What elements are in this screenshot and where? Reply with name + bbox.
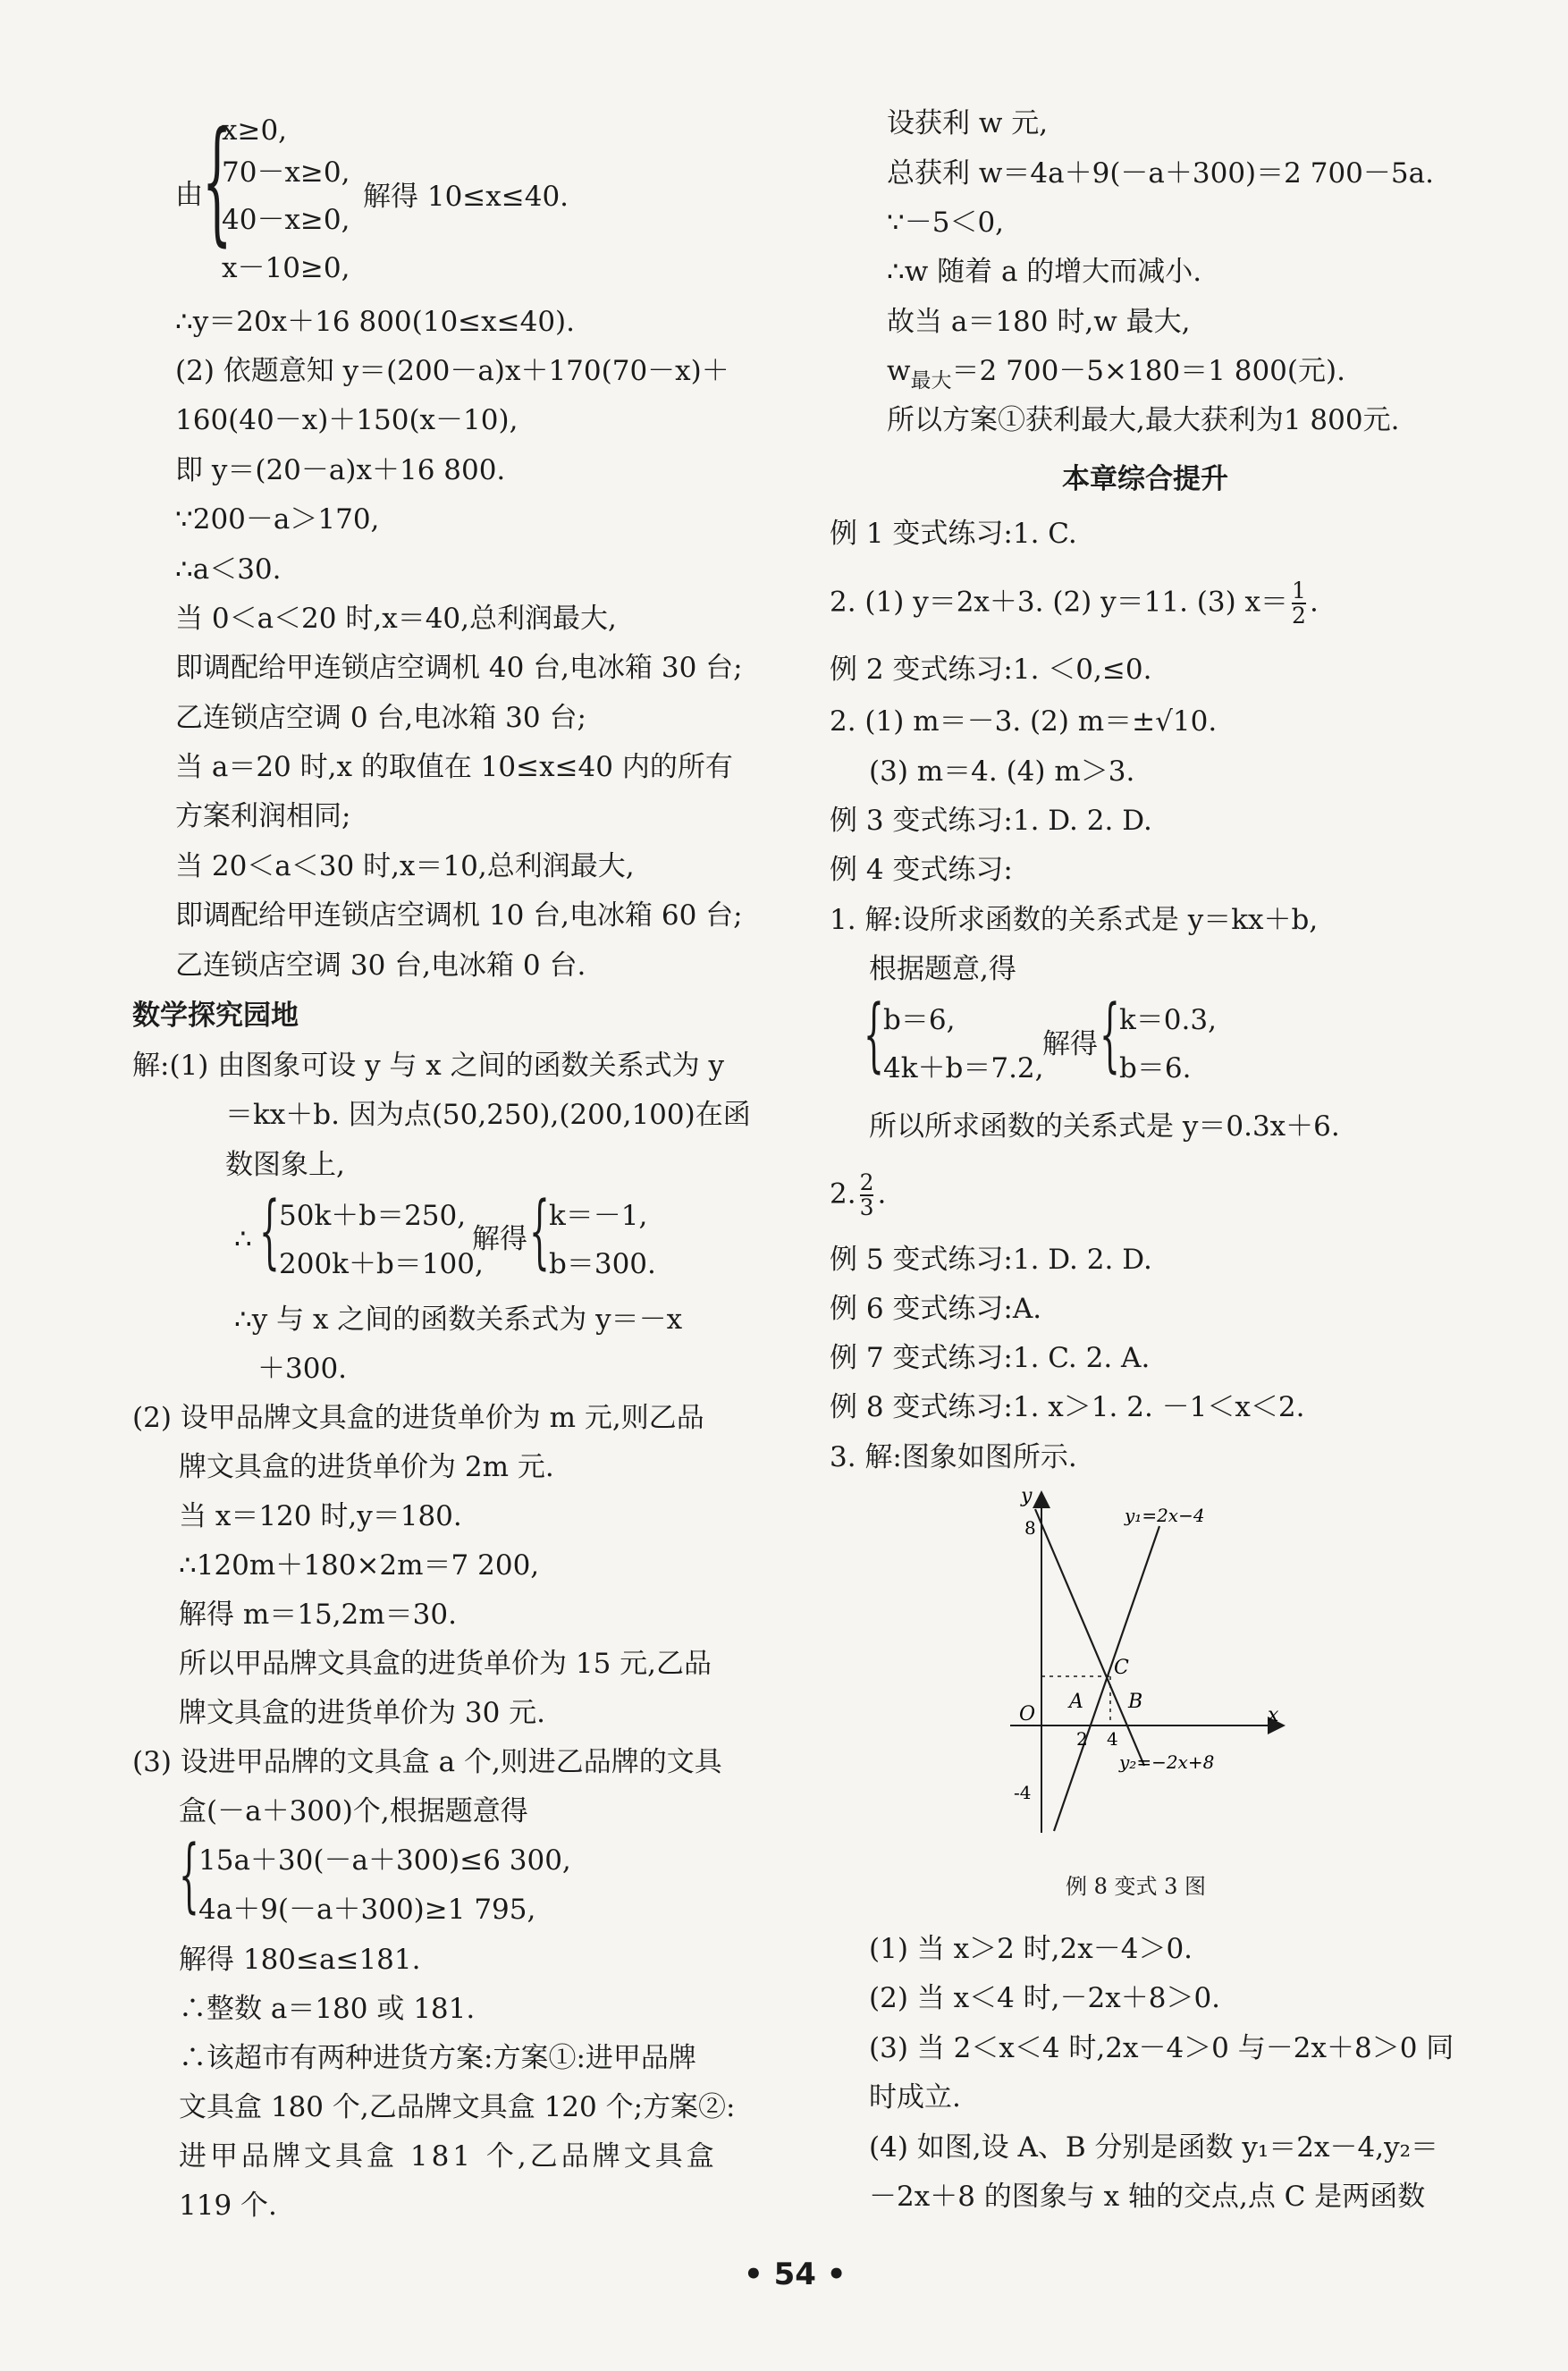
numerator: 2 — [859, 1169, 874, 1195]
fraction — [1292, 579, 1306, 628]
function-graph — [983, 1484, 1341, 1842]
denominator: 3 — [859, 1194, 874, 1220]
answer-line: 例 7 变式练习:1. C. 2. A. — [830, 1342, 1151, 1374]
text-line: (4) 如图,设 A、B 分别是函数 y₁＝2x－4,y₂＝ — [869, 2131, 1439, 2164]
text-line: (3) 当 2＜x＜4 时,2x－4＞0 与－2x＋8＞0 同 — [869, 2032, 1454, 2064]
point-label-a: A — [1069, 1691, 1083, 1713]
text-line: 数图象上, — [225, 1149, 345, 1181]
text-line: 故当 a＝180 时,w 最大, — [887, 306, 1191, 338]
text-line: (1) 当 x＞2 时,2x－4＞0. — [869, 1933, 1193, 1965]
fraction — [860, 1171, 874, 1219]
point-label-c: C — [1114, 1657, 1129, 1679]
system-solution: 解得 10≤x≤40. — [363, 181, 569, 213]
answer-text: 2. — [830, 1177, 856, 1211]
text-line: ∴整数 a＝180 或 181. — [179, 1993, 476, 2025]
text-line: 即 y＝(20－a)x＋16 800. — [175, 454, 506, 486]
system-solve-label: 解得 — [1042, 1028, 1098, 1060]
system-prefix: 由 — [175, 179, 203, 211]
equation-line: 4k＋b＝7.2, — [883, 1052, 1044, 1084]
equation-line: 15a＋30(－a＋300)≤6 300, — [198, 1844, 571, 1877]
answer-line — [830, 579, 1319, 628]
wmax-value: ＝2 700－5×180＝1 800(元). — [951, 355, 1345, 387]
text-line: 所以方案①获利最大,最大获利为1 800元. — [887, 404, 1400, 436]
left-brace-icon: { — [202, 104, 232, 259]
left-brace-icon: { — [1100, 988, 1120, 1082]
answer-line: 所以所求函数的关系式是 y＝0.3x＋6. — [869, 1110, 1340, 1143]
answer-line — [830, 1171, 886, 1219]
equation-line: b＝300. — [549, 1248, 656, 1280]
text-line: 当 a＝20 时,x 的取值在 10≤x≤40 内的所有 — [175, 751, 733, 783]
wmax-line — [887, 353, 1345, 392]
x-axis-label: x — [1268, 1704, 1279, 1726]
origin-label: O — [1019, 1703, 1036, 1726]
text-line: 文具盒 180 个,乙品牌文具盒 120 个;方案②: — [179, 2091, 736, 2123]
answer-line: 例 3 变式练习:1. D. 2. D. — [830, 805, 1152, 837]
text-line: 乙连锁店空调 30 台,电冰箱 0 台. — [175, 949, 586, 982]
left-brace-icon: { — [179, 1828, 199, 1922]
numerator: 1 — [1292, 578, 1306, 603]
text-line: 即调配给甲连锁店空调机 40 台,电冰箱 30 台; — [175, 652, 743, 684]
equation-line: 70－x≥0, — [222, 156, 350, 189]
text-line: 牌文具盒的进货单价为 2m 元. — [179, 1451, 554, 1483]
equation-line: b＝6. — [1119, 1052, 1192, 1084]
text-line: 当 x＝120 时,y＝180. — [179, 1500, 462, 1532]
text-line: ∴y＝20x＋16 800(10≤x≤40). — [175, 306, 576, 338]
equation-line: x≥0, — [222, 114, 288, 147]
point-label-b: B — [1128, 1691, 1143, 1713]
therefore-symbol: ∴ — [234, 1223, 252, 1255]
text-line: 盒(－a＋300)个,根据题意得 — [179, 1795, 528, 1827]
text-line: (2) 设甲品牌文具盒的进货单价为 m 元,则乙品 — [132, 1402, 704, 1434]
graph-caption: 例 8 变式 3 图 — [1066, 1874, 1207, 1899]
line-y2-label: y₂=−2x+8 — [1119, 1751, 1215, 1773]
equation-line: b＝6, — [883, 1004, 956, 1036]
equation-line: 40－x≥0, — [222, 204, 350, 236]
text-line: 当 20＜a＜30 时,x＝10,总利润最大, — [175, 850, 635, 882]
wmax-subscript: 最大 — [910, 369, 952, 392]
answer-line: (3) m＝4. (4) m＞3. — [869, 755, 1135, 788]
left-brace-icon: { — [259, 1185, 280, 1278]
section-title: 数学探究园地 — [132, 1000, 299, 1032]
answer-line: 1. 解:设所求函数的关系式是 y＝kx＋b, — [830, 904, 1319, 936]
left-brace-icon: { — [529, 1185, 550, 1278]
text-line: ∴该超市有两种进货方案:方案①:进甲品牌 — [179, 2042, 696, 2074]
tick-label-neg4: -4 — [1014, 1782, 1032, 1803]
text-line: ＝kx＋b. 因为点(50,250),(200,100)在函 — [225, 1099, 751, 1131]
text-line: 进甲品牌文具盒 181 个,乙品牌文具盒 — [179, 2140, 718, 2173]
wmax-var: w — [887, 355, 911, 387]
text-line: ∴w 随着 a 的增大而减小. — [887, 256, 1202, 288]
answer-text: 2. (1) y＝2x＋3. (2) y＝11. (3) x＝ — [830, 586, 1289, 619]
text-line: 即调配给甲连锁店空调机 10 台,电冰箱 60 台; — [175, 899, 743, 932]
text-line: ∴120m＋180×2m＝7 200, — [179, 1549, 540, 1582]
tick-label-2: 2 — [1076, 1728, 1088, 1750]
text-line: 设获利 w 元, — [887, 107, 1049, 139]
text-line: 牌文具盒的进货单价为 30 元. — [179, 1697, 546, 1729]
y-axis-label: y — [1021, 1485, 1033, 1507]
text-line: ∵200－a＞170, — [175, 503, 380, 536]
denominator: 2 — [1292, 603, 1306, 629]
answer-line: 2. (1) m＝－3. (2) m＝±√10. — [830, 705, 1218, 738]
text-line: 119 个. — [179, 2190, 277, 2222]
text-line: ∴y 与 x 之间的函数关系式为 y＝－x — [234, 1304, 683, 1336]
text-line: 解:(1) 由图象可设 y 与 x 之间的函数关系式为 y — [132, 1050, 724, 1082]
line-y1-label: y₁=2x−4 — [1125, 1505, 1205, 1526]
text-line: 总获利 w＝4a＋9(－a＋300)＝2 700－5a. — [887, 157, 1434, 190]
equation-line: 4a＋9(－a＋300)≥1 795, — [198, 1894, 536, 1926]
text-line: 160(40－x)＋150(x－10), — [175, 404, 518, 436]
text-line: 解得 180≤a≤181. — [179, 1944, 421, 1976]
text-line: 所以甲品牌文具盒的进货单价为 15 元,乙品 — [179, 1648, 712, 1680]
answer-line: 例 4 变式练习: — [830, 854, 1013, 886]
text-line: 方案利润相同; — [175, 800, 351, 832]
text-line: 时成立. — [869, 2081, 961, 2114]
answer-line: 例 8 变式练习:1. x＞1. 2. －1＜x＜2. — [830, 1391, 1305, 1423]
period: . — [1309, 586, 1319, 619]
text-line: ＋300. — [257, 1353, 348, 1385]
answer-line: 例 5 变式练习:1. D. 2. D. — [830, 1244, 1152, 1276]
section-title: 本章综合提升 — [1062, 463, 1228, 495]
text-line: 当 0＜a＜20 时,x＝40,总利润最大, — [175, 603, 617, 635]
answer-line: 3. 解:图象如图所示. — [830, 1441, 1077, 1473]
equation-line: 200k＋b＝100, — [279, 1248, 484, 1280]
system-solve-label: 解得 — [472, 1223, 527, 1255]
text-line: 解得 m＝15,2m＝30. — [179, 1599, 457, 1631]
tick-label-4: 4 — [1107, 1728, 1118, 1750]
text-line: (2) 当 x＜4 时,－2x＋8＞0. — [869, 1982, 1221, 2014]
tick-label-8: 8 — [1024, 1517, 1036, 1539]
equation-line: k＝－1, — [549, 1200, 648, 1232]
text-line: (2) 依题意知 y＝(200－a)x＋170(70－x)＋ — [175, 355, 729, 387]
answer-line: 根据题意,得 — [869, 953, 1016, 985]
text-line: (3) 设进甲品牌的文具盒 a 个,则进乙品牌的文具 — [132, 1746, 722, 1778]
equation-line: k＝0.3, — [1119, 1004, 1217, 1036]
answer-line: 例 6 变式练习:A. — [830, 1293, 1042, 1325]
equation-line: x－10≥0, — [222, 252, 350, 284]
text-line: ∴a＜30. — [175, 553, 282, 586]
answer-line: 例 2 变式练习:1. ＜0,≤0. — [830, 654, 1152, 686]
answer-line: 例 1 变式练习:1. C. — [830, 518, 1077, 550]
text-line: －2x＋8 的图象与 x 轴的交点,点 C 是两函数 — [869, 2181, 1426, 2213]
page-number: • 54 • — [744, 2257, 847, 2292]
left-brace-icon: { — [864, 988, 884, 1082]
text-line: 乙连锁店空调 0 台,电冰箱 30 台; — [175, 702, 586, 734]
text-line: ∵－5＜0, — [887, 207, 1005, 239]
period: . — [877, 1177, 887, 1211]
equation-line: 50k＋b＝250, — [279, 1200, 467, 1232]
